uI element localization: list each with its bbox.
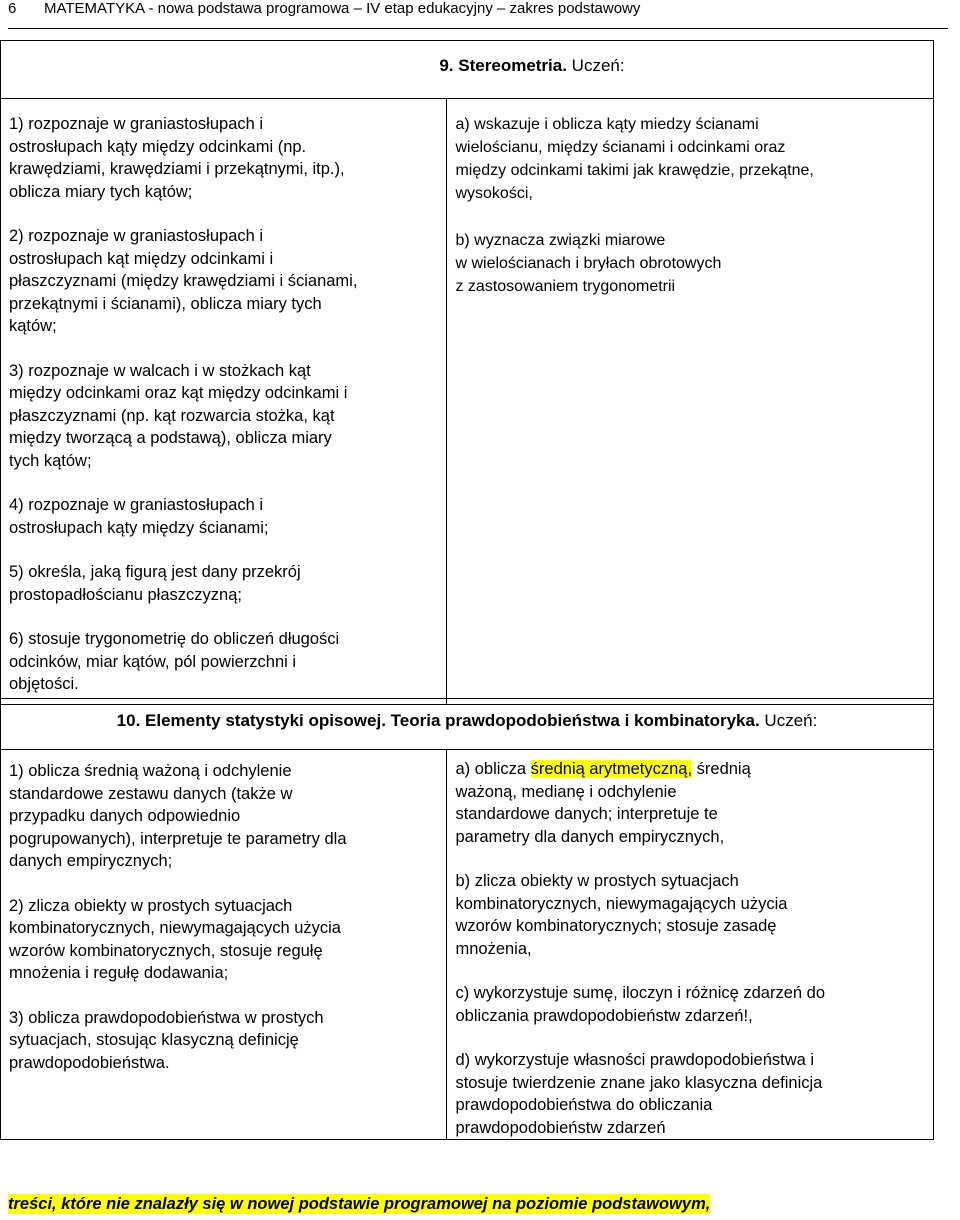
list-item: d) wykorzystuje własności prawdopodobieństwa i stosuje twierdzenie znane jako klasyczna definicja prawdopodobieństwa do obliczania prawdopodobieństw zdarzeń xyxy=(455,1051,823,1137)
section-10-old-curriculum-cell xyxy=(447,750,934,1140)
list-item: 2) zlicza obiekty w prostych sytuacjach kombinatorycznych, niewymagających użycia wzorów kombinatorycznych, stosuje regułę mnożenia i regułę dodawania; xyxy=(9,896,341,982)
section-9-title-suffix: Uczeń: xyxy=(566,56,625,75)
list-item: 1) oblicza średnią ważoną i odchylenie standardowe zestawu danych (także w przypadku danych odpowiednio pogrupowanych), interpretuje te parametry dla danych empirycznych; xyxy=(9,762,347,870)
list-item: 1) rozpoznaje w graniastosłupach i ostrosłupach kąty między odcinkami (np. krawędziami, krawędziami i przekątnymi, itp.), oblicza miary tych kątów; xyxy=(9,115,345,201)
section-10-new-curriculum-cell xyxy=(1,750,447,1140)
highlighted-text: średnią arytmetyczną, xyxy=(530,760,693,778)
section-9-table xyxy=(0,40,934,705)
legend-note: treści, które nie znalazły się w nowej podstawie programowej na poziomie podstawowym, xyxy=(8,1195,711,1213)
list-item xyxy=(455,758,927,848)
section-10-heading xyxy=(1,699,934,750)
list-item: 3) oblicza prawdopodobieństwa w prostych sytuacjach, stosując klasyczną definicję prawdopodobieństwa. xyxy=(9,1008,324,1072)
section-10-title-suffix: Uczeń: xyxy=(759,711,818,730)
list-item: c) wykorzystuje sumę, iloczyn i różnicę zdarzeń do obliczania prawdopodobieństw zdarzeń!, xyxy=(455,984,826,1025)
page-header xyxy=(8,0,948,29)
section-9-heading xyxy=(1,41,934,99)
item-a-text-end: średnią ważoną, medianę i odchylenie standardowe danych; interpretuje te parametry dla danych empirycznych, xyxy=(455,760,751,846)
section-9-old-curriculum-cell xyxy=(447,99,934,705)
list-item: 5) określa, jaką figurą jest dany przekrój prostopadłościanu płaszczyzną; xyxy=(9,563,301,604)
section-9-title: 9. Stereometria. xyxy=(439,56,567,75)
page-number: 6 xyxy=(8,0,17,17)
list-item: 4) rozpoznaje w graniastosłupach i ostrosłupach kąty między ścianami; xyxy=(9,496,269,537)
list-item: b) wyznacza związki miarowe w wielościanach i bryłach obrotowych z zastosowaniem trygonometrii xyxy=(455,232,722,295)
item-a-text-start: a) oblicza xyxy=(455,760,531,778)
section-9-new-curriculum-cell xyxy=(1,99,447,705)
section-10-title: 10. Elementy statystyki opisowej. Teoria prawdopodobieństwa i kombinatoryka. xyxy=(116,711,760,730)
section-10-table xyxy=(0,698,934,1140)
list-item: b) zlicza obiekty w prostych sytuacjach kombinatorycznych, niewymagających użycia wzorów kombinatorycznych; stosuje zasadę mnożenia, xyxy=(455,872,788,958)
list-item: 3) rozpoznaje w walcach i w stożkach kąt między odcinkami oraz kąt między odcinkami i płaszczyznami (np. kąt rozwarcia stożka, kąt między tworzącą a podstawą), oblicza miary tych kątów; xyxy=(9,361,348,470)
list-item: a) wskazuje i oblicza kąty miedzy ścianami wielościanu, między ścianami i odcinkami oraz między odcinkami takimi jak krawędzie, przekątne, wysokości, xyxy=(455,116,814,202)
list-item: 6) stosuje trygonometrię do obliczeń długości odcinków, miar kątów, pól powierzchni i objętości. xyxy=(9,630,340,693)
document-title: MATEMATYKA - nowa podstawa programowa – IV etap edukacyjny – zakres podstawowy xyxy=(44,0,641,17)
list-item: 2) rozpoznaje w graniastosłupach i ostrosłupach kąt między odcinkami i płaszczyznami (między krawędziami i ścianami, przekątnymi i ścianami), oblicza miary tych kątów; xyxy=(9,227,358,335)
